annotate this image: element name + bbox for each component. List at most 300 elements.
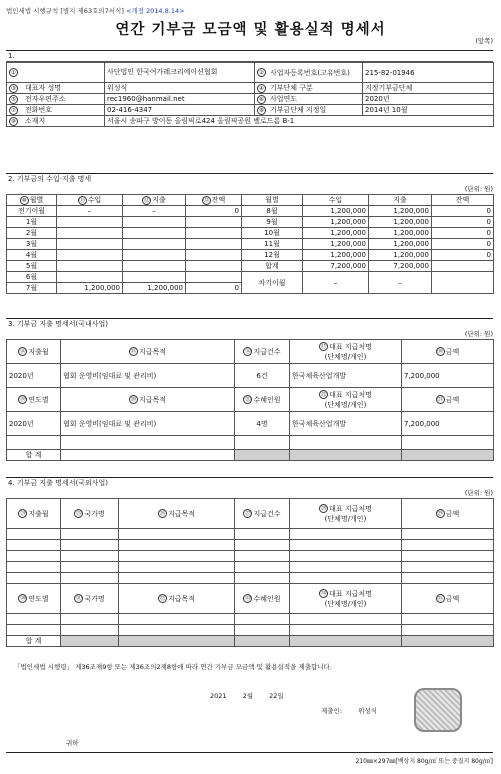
table-row bbox=[7, 228, 494, 239]
income-cell bbox=[57, 250, 123, 261]
column-header bbox=[61, 499, 119, 529]
info-label: 사업연도 bbox=[270, 95, 298, 103]
basic-info-table bbox=[6, 62, 494, 127]
balance-cell: 0 bbox=[432, 206, 494, 217]
column-header bbox=[235, 584, 290, 614]
column-title: 지급목적 bbox=[167, 594, 196, 603]
income-cell: – bbox=[303, 272, 369, 294]
empty-cell bbox=[7, 573, 61, 584]
column-subtitle: (단체명/개인) bbox=[324, 352, 367, 361]
column-header bbox=[7, 340, 61, 364]
table-row bbox=[7, 261, 494, 272]
month-cell: 2020년 bbox=[7, 364, 61, 388]
column-header bbox=[402, 340, 494, 364]
empty-row bbox=[7, 573, 494, 584]
empty-cell bbox=[290, 436, 402, 450]
info-number: ② bbox=[257, 68, 266, 77]
section-1-heading: 1. bbox=[6, 50, 493, 62]
column-header bbox=[290, 584, 402, 614]
empty-cell bbox=[235, 436, 290, 450]
column-header-row bbox=[7, 499, 494, 529]
income-cell bbox=[57, 272, 123, 283]
month-cell: 6월 bbox=[7, 272, 57, 283]
expense-cell bbox=[123, 228, 186, 239]
empty-cell bbox=[290, 625, 402, 636]
info-label: 소재지 bbox=[25, 117, 46, 125]
empty-cell bbox=[7, 551, 61, 562]
empty-cell bbox=[61, 436, 235, 450]
column-header bbox=[402, 584, 494, 614]
info-value: 서울시 송파구 방이동 올림픽로424 올림픽공원 벨로드롬 B-1 bbox=[105, 116, 494, 127]
info-label: 전화번호 bbox=[25, 106, 53, 114]
column-title: 금액 bbox=[445, 509, 460, 518]
column-number: ㉓ bbox=[437, 397, 443, 403]
month-cell: 10월 bbox=[242, 228, 303, 239]
column-title: 금액 bbox=[445, 347, 460, 356]
empty-cell bbox=[61, 540, 119, 551]
empty-cell bbox=[235, 540, 290, 551]
month-cell: 4월 bbox=[7, 250, 57, 261]
info-label: 기부단체 구분 bbox=[270, 84, 313, 92]
column-header bbox=[119, 499, 235, 529]
date-year: 2021 bbox=[210, 692, 227, 700]
column-header bbox=[290, 340, 402, 364]
balance-cell bbox=[186, 217, 242, 228]
table-row bbox=[7, 217, 494, 228]
statement-text: 「법인세법 시행령」 제36조제9항 또는 제36조의2제8항에 따라 연간 기부금 모금액 및 활용실적을 제출합니다. bbox=[14, 663, 332, 671]
date-line bbox=[210, 691, 284, 700]
info-number: ⑥ bbox=[257, 95, 266, 104]
column-number: ㉔ bbox=[20, 511, 26, 517]
expense-cell bbox=[123, 272, 186, 283]
expense-cell: – bbox=[369, 272, 432, 294]
balance-cell bbox=[186, 239, 242, 250]
income-cell bbox=[57, 261, 123, 272]
column-title: 지급목적 bbox=[138, 347, 167, 356]
year-cell: 2020년 bbox=[7, 412, 61, 436]
empty-cell bbox=[290, 529, 402, 540]
income-expense-table bbox=[6, 194, 494, 294]
expense-cell bbox=[123, 239, 186, 250]
empty-cell bbox=[402, 562, 494, 573]
column-header bbox=[123, 195, 186, 206]
expense-cell bbox=[123, 261, 186, 272]
expense-cell: – bbox=[123, 206, 186, 217]
total-shaded-cell bbox=[290, 636, 402, 647]
total-shaded-cell bbox=[402, 636, 494, 647]
column-number: ㉒ bbox=[320, 392, 327, 398]
column-number: ㉜ bbox=[159, 596, 166, 602]
empty-cell bbox=[119, 614, 235, 625]
official-seal-stamp bbox=[414, 688, 462, 732]
info-label: 전자우편주소 bbox=[25, 95, 66, 103]
bottom-rule bbox=[6, 752, 493, 753]
expense-cell: 1,200,000 bbox=[369, 250, 432, 261]
column-title: 수입 bbox=[87, 196, 102, 204]
column-header bbox=[61, 584, 119, 614]
info-label-cell bbox=[7, 94, 105, 105]
revision-text: <개정 2014.8.14> bbox=[125, 7, 185, 15]
column-number: ㉚ bbox=[20, 596, 26, 602]
column-header bbox=[119, 584, 235, 614]
info-number: ⑨ bbox=[9, 117, 18, 126]
column-title: 지출월 bbox=[28, 509, 49, 518]
expense-cell: 1,200,000 bbox=[369, 217, 432, 228]
empty-cell bbox=[290, 573, 402, 584]
section-3-unit: (단위: 원) bbox=[464, 330, 493, 338]
month-cell: 3월 bbox=[7, 239, 57, 250]
info-value: 사단법인 한국여가레크리에이션협회 bbox=[105, 63, 255, 83]
income-cell bbox=[57, 228, 123, 239]
balance-cell: 0 bbox=[186, 283, 242, 294]
column-number: ㉗ bbox=[245, 511, 251, 517]
column-header bbox=[7, 499, 61, 529]
empty-cell bbox=[290, 562, 402, 573]
balance-cell: 0 bbox=[432, 239, 494, 250]
info-value: 2014년 10월 bbox=[363, 105, 494, 116]
column-header: 월별 bbox=[242, 195, 303, 206]
column-number: ⑳ bbox=[130, 397, 137, 403]
column-title: 지급건수 bbox=[253, 347, 281, 356]
column-header bbox=[235, 499, 290, 529]
purpose-cell: 협회 운영비(임대료 및 관리비) bbox=[61, 412, 235, 436]
column-header bbox=[7, 584, 61, 614]
column-number: ㉖ bbox=[159, 511, 166, 517]
column-title: 대표 지급처명 bbox=[329, 342, 372, 351]
empty-cell bbox=[7, 540, 61, 551]
column-header bbox=[186, 195, 242, 206]
empty-cell bbox=[119, 573, 235, 584]
empty-cell bbox=[61, 529, 119, 540]
info-label: 사업자등록번호(고유번호) bbox=[270, 68, 350, 77]
table-row bbox=[7, 364, 494, 388]
month-cell: 7월 bbox=[7, 283, 57, 294]
info-label-cell bbox=[255, 105, 363, 116]
month-cell: 전기이월 bbox=[7, 206, 57, 217]
column-header-row bbox=[7, 340, 494, 364]
info-row bbox=[7, 105, 494, 116]
info-number: ④ bbox=[257, 84, 266, 93]
payee-cell: 한국체육산업개발 bbox=[290, 364, 402, 388]
column-title: 연도별 bbox=[28, 594, 49, 603]
column-title: 수혜인원 bbox=[253, 594, 281, 603]
empty-row bbox=[7, 540, 494, 551]
total-shaded-cell bbox=[235, 450, 290, 461]
column-title: 대표 지급처명 bbox=[329, 504, 372, 513]
empty-cell bbox=[119, 625, 235, 636]
column-title: 금액 bbox=[445, 395, 460, 404]
balance-cell: 0 bbox=[186, 206, 242, 217]
section-3 bbox=[6, 318, 493, 461]
column-title: 대표 지급처명 bbox=[329, 390, 372, 399]
section-4 bbox=[6, 477, 493, 647]
empty-cell bbox=[61, 614, 119, 625]
column-header bbox=[235, 340, 290, 364]
expense-cell bbox=[123, 217, 186, 228]
empty-cell bbox=[235, 529, 290, 540]
income-cell: 1,200,000 bbox=[57, 283, 123, 294]
column-title: 지출월 bbox=[28, 347, 49, 356]
column-header: 잔액 bbox=[432, 195, 494, 206]
income-cell: 1,200,000 bbox=[303, 250, 369, 261]
balance-cell bbox=[432, 272, 494, 294]
total-shaded-cell bbox=[119, 636, 235, 647]
empty-cell bbox=[402, 625, 494, 636]
total-label: 합 계 bbox=[7, 450, 61, 461]
info-label-cell bbox=[7, 63, 105, 83]
page-label: (앞쪽) bbox=[475, 37, 493, 45]
section-2-unit: (단위: 원) bbox=[464, 185, 493, 193]
table-row bbox=[7, 206, 494, 217]
empty-cell bbox=[235, 562, 290, 573]
table-row bbox=[7, 272, 494, 283]
column-number: ⑭ bbox=[20, 349, 26, 355]
info-row bbox=[7, 83, 494, 94]
column-header bbox=[290, 499, 402, 529]
column-number: ⑰ bbox=[320, 344, 327, 350]
column-title: 국가명 bbox=[84, 594, 105, 603]
column-header bbox=[57, 195, 123, 206]
spacer-row bbox=[7, 436, 494, 450]
empty-cell bbox=[61, 562, 119, 573]
total-row bbox=[7, 450, 494, 461]
column-title: 국가명 bbox=[84, 509, 105, 518]
empty-cell bbox=[119, 551, 235, 562]
column-header-row bbox=[7, 388, 494, 412]
info-number: ⑧ bbox=[257, 106, 266, 115]
balance-cell: 0 bbox=[432, 228, 494, 239]
submitter-label: 제출인: bbox=[321, 707, 343, 715]
month-cell: 차기이월 bbox=[242, 272, 303, 294]
month-cell: 1월 bbox=[7, 217, 57, 228]
info-value: 2020년 bbox=[363, 94, 494, 105]
empty-row bbox=[7, 614, 494, 625]
month-cell: 11월 bbox=[242, 239, 303, 250]
section-3-heading: 3. 기부금 지출 명세서(국내사업) bbox=[6, 318, 493, 329]
recipient-text: 귀하 bbox=[66, 739, 79, 747]
balance-cell bbox=[186, 228, 242, 239]
info-number: ⑤ bbox=[9, 95, 18, 104]
empty-cell bbox=[61, 573, 119, 584]
column-header bbox=[7, 195, 57, 206]
payee-cell: 한국체육산업개발 bbox=[290, 412, 402, 436]
empty-cell bbox=[7, 625, 61, 636]
empty-cell bbox=[7, 529, 61, 540]
table-row bbox=[7, 239, 494, 250]
balance-cell: 0 bbox=[432, 217, 494, 228]
regulation-text: 법인세법 시행규칙 [별지 제63호의7서식] bbox=[6, 7, 124, 15]
column-header bbox=[402, 499, 494, 529]
expense-cell: 1,200,000 bbox=[123, 283, 186, 294]
column-header: 수입 bbox=[303, 195, 369, 206]
amount-cell: 7,200,000 bbox=[402, 364, 494, 388]
info-row bbox=[7, 94, 494, 105]
column-title: 대표 지급처명 bbox=[329, 589, 372, 598]
empty-row bbox=[7, 562, 494, 573]
empty-cell bbox=[290, 551, 402, 562]
info-label-cell bbox=[255, 83, 363, 94]
total-row bbox=[7, 636, 494, 647]
column-number: ⑩ bbox=[20, 196, 29, 205]
domestic-expense-table bbox=[6, 339, 494, 461]
date-day: 22일 bbox=[269, 692, 284, 700]
empty-cell bbox=[290, 614, 402, 625]
info-label-cell bbox=[7, 116, 105, 127]
section-2-heading: 2. 기부금의 수입·지출 명세 bbox=[6, 173, 493, 184]
month-cell: 8월 bbox=[242, 206, 303, 217]
info-value: rec1960@hanmail.net bbox=[105, 94, 255, 105]
column-title: 지급목적 bbox=[167, 509, 196, 518]
column-number: ㉑ bbox=[245, 397, 251, 403]
empty-cell bbox=[290, 540, 402, 551]
section-2 bbox=[6, 173, 493, 294]
income-cell: 7,200,000 bbox=[303, 261, 369, 272]
empty-cell bbox=[7, 562, 61, 573]
income-cell: 1,200,000 bbox=[303, 206, 369, 217]
month-cell: 합계 bbox=[242, 261, 303, 272]
column-header bbox=[402, 388, 494, 412]
balance-cell bbox=[186, 261, 242, 272]
date-month: 2월 bbox=[242, 692, 254, 700]
empty-cell bbox=[402, 540, 494, 551]
table-row bbox=[7, 412, 494, 436]
month-cell: 12월 bbox=[242, 250, 303, 261]
column-title: 잔액 bbox=[211, 196, 226, 204]
empty-cell bbox=[61, 551, 119, 562]
column-title: 지급건수 bbox=[253, 509, 281, 518]
income-cell: 1,200,000 bbox=[303, 228, 369, 239]
income-cell: 1,200,000 bbox=[303, 239, 369, 250]
count-cell: 6건 bbox=[235, 364, 290, 388]
info-row bbox=[7, 63, 494, 83]
expense-cell: 1,200,000 bbox=[369, 206, 432, 217]
expense-cell: 1,200,000 bbox=[369, 228, 432, 239]
balance-cell bbox=[186, 250, 242, 261]
empty-cell bbox=[61, 625, 119, 636]
section-4-unit: (단위: 원) bbox=[464, 489, 493, 497]
empty-cell bbox=[7, 614, 61, 625]
expense-cell: 1,200,000 bbox=[369, 239, 432, 250]
column-header bbox=[7, 388, 61, 412]
purpose-cell: 협회 운영비(임대료 및 관리비) bbox=[61, 364, 235, 388]
column-title: 금액 bbox=[445, 594, 460, 603]
empty-cell bbox=[402, 529, 494, 540]
column-number: ㉛ bbox=[76, 596, 82, 602]
column-number: ㉘ bbox=[320, 506, 327, 512]
amount-cell: 7,200,000 bbox=[402, 412, 494, 436]
submitter-name: 위성식 bbox=[358, 707, 377, 715]
info-number: ⑦ bbox=[9, 106, 18, 115]
total-shaded-cell bbox=[290, 450, 402, 461]
empty-cell bbox=[7, 436, 61, 450]
column-title: 지출 bbox=[152, 196, 166, 204]
count-cell: 4명 bbox=[235, 412, 290, 436]
month-cell: 2월 bbox=[7, 228, 57, 239]
column-header: 지출 bbox=[369, 195, 432, 206]
total-shaded-cell bbox=[61, 636, 119, 647]
total-shaded-cell bbox=[235, 636, 290, 647]
section-4-heading: 4. 기부금 지출 명세서(국외사업) bbox=[6, 477, 493, 488]
column-number: ㉕ bbox=[76, 511, 82, 517]
empty-cell bbox=[119, 529, 235, 540]
overseas-expense-table bbox=[6, 498, 494, 647]
empty-cell bbox=[119, 562, 235, 573]
column-title: 수혜인원 bbox=[253, 395, 281, 404]
column-number: ⑫ bbox=[143, 197, 150, 204]
total-label: 합 계 bbox=[7, 636, 61, 647]
info-label-cell bbox=[255, 63, 363, 83]
empty-cell bbox=[235, 573, 290, 584]
info-value: 위성식 bbox=[105, 83, 255, 94]
column-number: ⑮ bbox=[130, 349, 137, 355]
column-header-row bbox=[7, 195, 494, 206]
column-subtitle: (단체명/개인) bbox=[324, 400, 367, 409]
empty-cell bbox=[235, 614, 290, 625]
column-title: 월별 bbox=[29, 196, 44, 204]
info-number: ① bbox=[9, 68, 18, 77]
income-cell bbox=[57, 239, 123, 250]
column-subtitle: (단체명/개인) bbox=[324, 514, 367, 523]
column-subtitle: (단체명/개인) bbox=[324, 599, 367, 608]
column-number: ㉟ bbox=[437, 596, 443, 602]
column-number: ㉙ bbox=[437, 511, 443, 517]
column-header bbox=[235, 388, 290, 412]
info-label: 대표자 성명 bbox=[25, 84, 62, 92]
empty-cell bbox=[402, 573, 494, 584]
info-value: 215-82-01946 bbox=[363, 63, 494, 83]
info-row bbox=[7, 116, 494, 127]
paper-spec: 210㎜×297㎜[백상지 80g/㎡ 또는 중질지 80g/㎡] bbox=[355, 758, 493, 765]
balance-cell bbox=[186, 272, 242, 283]
empty-row bbox=[7, 529, 494, 540]
column-header bbox=[61, 340, 235, 364]
month-cell: 5월 bbox=[7, 261, 57, 272]
empty-cell bbox=[402, 551, 494, 562]
empty-cell bbox=[402, 436, 494, 450]
column-title: 연도별 bbox=[28, 395, 49, 404]
expense-cell: 7,200,000 bbox=[369, 261, 432, 272]
info-label-cell bbox=[7, 83, 105, 94]
empty-cell bbox=[235, 625, 290, 636]
balance-cell bbox=[432, 261, 494, 272]
info-label-cell bbox=[255, 94, 363, 105]
table-row bbox=[7, 250, 494, 261]
income-cell bbox=[57, 217, 123, 228]
column-number: ⑪ bbox=[79, 197, 85, 204]
section-1 bbox=[6, 50, 493, 127]
column-title: 지급목적 bbox=[138, 395, 167, 404]
total-shaded-cell bbox=[402, 450, 494, 461]
total-cell bbox=[61, 450, 235, 461]
empty-cell bbox=[402, 614, 494, 625]
column-number: ㉝ bbox=[245, 596, 251, 602]
info-label: 기부금단체 지정일 bbox=[270, 106, 327, 114]
column-number: ⑬ bbox=[203, 197, 209, 204]
column-number: ⑱ bbox=[437, 349, 443, 355]
form-header bbox=[6, 6, 185, 15]
income-cell: 1,200,000 bbox=[303, 217, 369, 228]
empty-cell bbox=[119, 540, 235, 551]
info-value: 지정기부금단체 bbox=[363, 83, 494, 94]
info-number: ③ bbox=[9, 84, 18, 93]
info-value: 02-416-4347 bbox=[105, 105, 255, 116]
submitter-line bbox=[321, 706, 377, 715]
income-cell: – bbox=[57, 206, 123, 217]
expense-cell bbox=[123, 250, 186, 261]
empty-cell bbox=[235, 551, 290, 562]
page-title: 연간 기부금 모금액 및 활용실적 명세서 bbox=[115, 22, 386, 38]
column-number: ⑲ bbox=[20, 397, 26, 403]
